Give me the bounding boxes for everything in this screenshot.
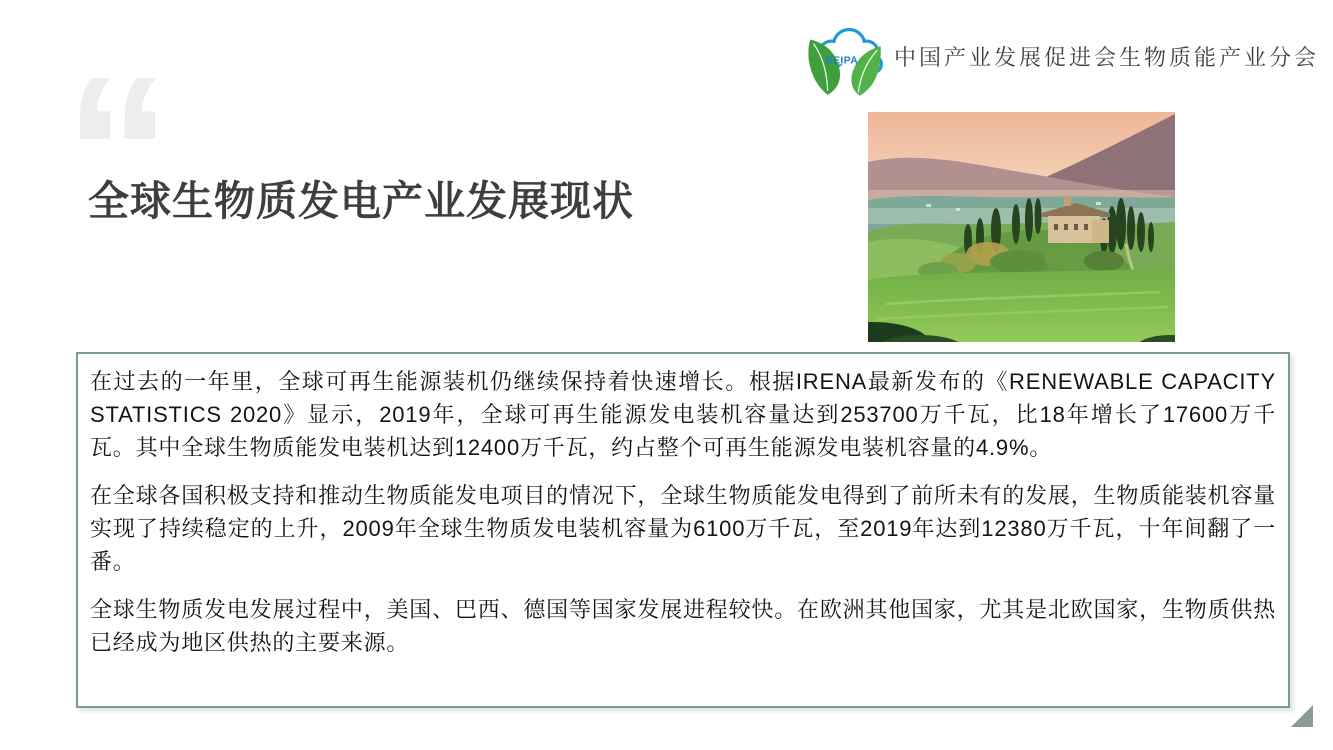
page-title: 全球生物质发电产业发展现状	[88, 178, 634, 224]
paragraph-biomass-growth: 在全球各国积极支持和推动生物质能发电项目的情况下，全球生物质能发电得到了前所未有的发展，生物质能装机容量实现了持续稳定的上升，2009年全球生物质发电装机容量为6100万千瓦，至2019年达到12380万千瓦，十年间翻了一番。	[90, 483, 1276, 574]
countryside-illustration	[868, 112, 1175, 342]
brand-header	[802, 16, 1319, 96]
tuscan-countryside-photo	[868, 112, 1175, 342]
corner-triangle-icon	[1291, 705, 1313, 727]
paragraph-country-progress: 全球生物质发电发展过程中，美国、巴西、德国等国家发展进程较快。在欧洲其他国家，尤其是北欧国家，生物质供热已经成为地区供热的主要来源。	[90, 597, 1276, 655]
org-name: 中国产业发展促进会生物质能产业分会	[893, 44, 1319, 70]
paragraph-global-capacity: 在过去的一年里，全球可再生能源装机仍继续保持着快速增长。根据IRENA最新发布的《RENEWABLE CAPACITY STATISTICS 2020》显示，2019年，全球可再生能源发电装机容量达到253700万千瓦，比18年增长了17600万千瓦。其中全球生物质能发电装机达到12400万千瓦，约占整个可再生能源发电装机容量的4.9%。	[90, 369, 1276, 460]
content-box	[76, 352, 1290, 708]
logo-wordmark: BEIPA	[825, 55, 859, 67]
beipa-logo-icon	[802, 16, 888, 96]
quote-mark-icon: “	[64, 31, 172, 272]
